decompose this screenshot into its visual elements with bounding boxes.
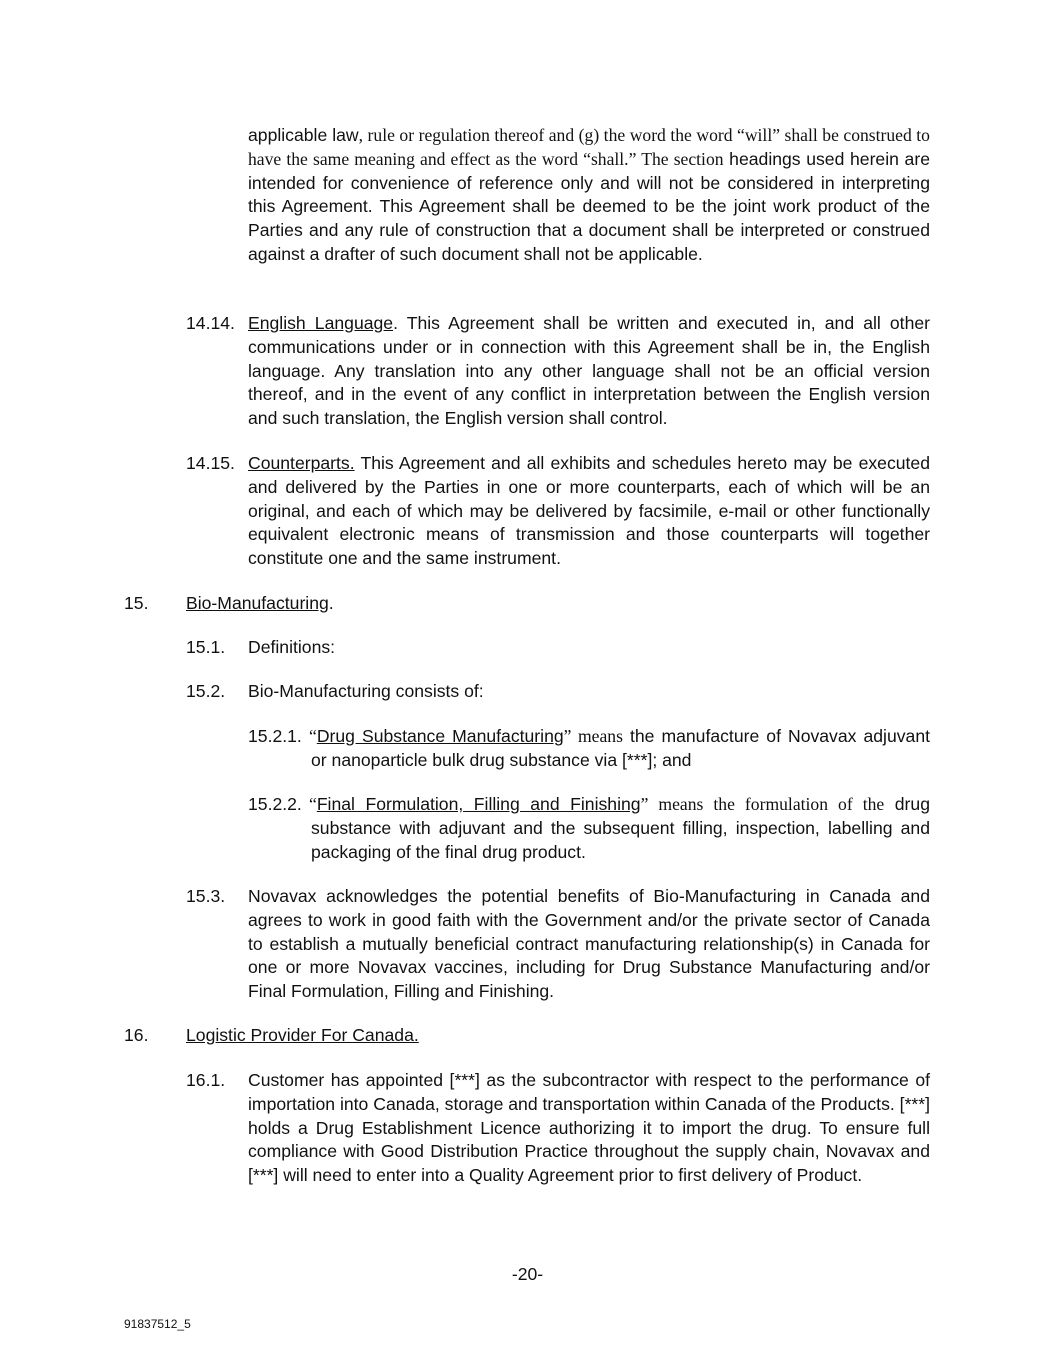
section-16-number: 16. bbox=[124, 1025, 149, 1045]
section-15-2-2-number: 15.2.2. bbox=[248, 794, 302, 814]
section-15-2-1-text: the manufacture of Novavax adjuvant or nanoparticle bulk drug substance via [***]; and bbox=[311, 726, 930, 770]
section-16-1-number: 16.1. bbox=[186, 1070, 226, 1090]
section-15-3-number: 15.3. bbox=[186, 886, 226, 906]
section-14-14-paragraph bbox=[248, 312, 930, 431]
section-15-2-1-term: Drug Substance Manufacturing bbox=[316, 726, 564, 746]
carryover-sans-start: applicable law bbox=[248, 125, 359, 145]
section-15-2-2-open-quote: “ bbox=[309, 794, 317, 814]
section-15-heading-tail: . bbox=[328, 593, 334, 613]
section-15-number: 15. bbox=[124, 593, 149, 613]
section-15-1-number: 15.1. bbox=[186, 637, 226, 657]
section-14-15-heading: Counterparts. bbox=[248, 453, 355, 473]
section-15-2-1-means: ” means bbox=[563, 726, 623, 746]
section-14-14-number: 14.14. bbox=[186, 313, 235, 333]
section-14-14-heading: English Language bbox=[248, 313, 394, 333]
document-id: 91837512_5 bbox=[124, 1317, 191, 1331]
section-14-15-text: This Agreement and all exhibits and schedules hereto may be executed and delivered by the Parties in one or more counterparts, each of which will be an original, and each of which may be delivered by facsimile, e-mail or other functionally equivalent electronic means of transmission and those counterparts will together constitute one and the same instrument. bbox=[248, 453, 930, 569]
section-15-2-1-paragraph bbox=[311, 725, 930, 773]
section-15-2-1-number: 15.2.1. bbox=[248, 726, 302, 746]
page-number: -20- bbox=[511, 1264, 544, 1284]
section-14-14-text: . This Agreement shall be written and executed in, and all other communications under or in connection with this Agreement shall be in, the English language. Any translation into any other language shall not be an official version thereof, and in the event of any conflict in interpretation between the English version and such translation, the English version shall control. bbox=[248, 313, 930, 429]
section-15-2-2-term: Final Formulation, Filling and Finishing bbox=[316, 794, 641, 814]
section-15-3-text: Novavax acknowledges the potential benefits of Bio-Manufacturing in Canada and agrees to work in good faith with the Government and/or the private sector of Canada to establish a mutually beneficial contract manufacturing relationship(s) in Canada for one or more Novavax vaccines, including for Drug Substance Manufacturing and/or Final Formulation, Filling and Finishing. bbox=[248, 886, 930, 1002]
section-15-heading-line bbox=[186, 592, 334, 616]
section-15-2-number: 15.2. bbox=[186, 681, 226, 701]
section-14-15-number: 14.15. bbox=[186, 453, 235, 473]
carryover-serif-text: , rule or regulation thereof and (g) the word the word “will” shall be construed to have the same meaning and effect as the word “shall.” The section bbox=[248, 125, 930, 169]
section-14-15-paragraph bbox=[248, 452, 930, 571]
section-15-2-text: Bio-Manufacturing consists of: bbox=[248, 681, 484, 701]
carryover-sans-text: headings used herein are intended for convenience of reference only and will not be considered in interpreting this Agreement. This Agreement shall be deemed to be the joint work product of the Parties and any rule of construction that a document shall be interpreted or construed against a drafter of such document shall not be applicable. bbox=[248, 148, 930, 264]
section-15-1-text: Definitions: bbox=[248, 637, 336, 657]
section-15-2-2-means: ” means the formulation of the bbox=[640, 794, 885, 814]
section-15-2-2-text: drug substance with adjuvant and the subsequent filling, inspection, labelling and packaging of the final drug product. bbox=[311, 794, 930, 862]
section-15-heading: Bio-Manufacturing bbox=[186, 593, 329, 613]
section-15-2-2-paragraph bbox=[311, 793, 930, 864]
section-16-heading: Logistic Provider For Canada. bbox=[186, 1025, 419, 1045]
section-16-1-text: Customer has appointed [***] as the subcontractor with respect to the performance of importation into Canada, storage and transportation within Canada of the Products. [***] holds a Drug Establishment Licence authorizing it to import the drug. To ensure full compliance with Good Distribution Practice throughout the supply chain, Novavax and [***] will need to enter into a Quality Agreement prior to first delivery of Product. bbox=[248, 1070, 930, 1186]
section-15-2-1-open-quote: “ bbox=[309, 726, 317, 746]
carryover-paragraph bbox=[248, 124, 930, 267]
